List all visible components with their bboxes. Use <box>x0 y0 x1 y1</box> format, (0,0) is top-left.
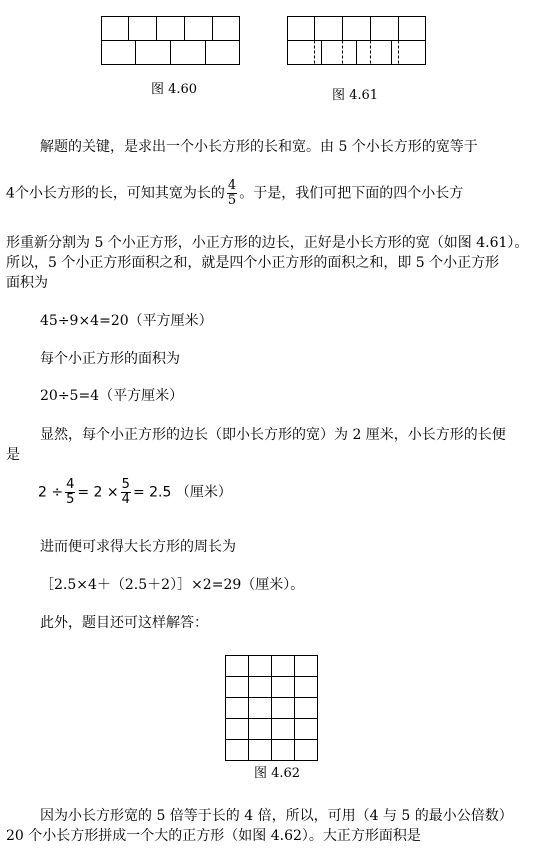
para1-line2-start: 4个小长方形的长，可知其宽为长的 <box>6 185 225 202</box>
fraction-four-fifths <box>65 478 75 507</box>
para1-line4: 所以，5 个小正方形面积之和，就是四个小正方形的面积之和，即 5 个小正方形 <box>6 255 500 271</box>
figure-4-60-caption: 图 4.60 <box>151 82 198 97</box>
para3-line1: 显然，每个小正方形的边长（即小长方形的宽）为 2 厘米，小长方形的长便 <box>40 427 506 443</box>
para6-line2: 20 个小长方形拼成一个大的正方形（如图 4.62）。大正方形面积是 <box>6 828 421 844</box>
fraction-numerator: 4 <box>227 178 237 193</box>
fraction-numerator: 4 <box>66 477 75 492</box>
fraction-denominator: 4 <box>121 492 130 507</box>
para5: 此外，题目还可这样解答： <box>40 615 208 631</box>
equation-area-total: 45÷9×4=20（平方厘米） <box>40 313 213 329</box>
equation-rect-length <box>38 478 232 507</box>
fraction-denominator: 5 <box>66 492 75 507</box>
fraction-numerator: 5 <box>121 477 130 492</box>
para1-line1: 解题的关键，是求出一个小长方形的长和宽。由 5 个小长方形的宽等于 <box>40 139 478 155</box>
para1-line2 <box>6 179 463 208</box>
para1-line3: 形重新分割为 5 个小正方形，小正方形的边长，正好是小长方形的宽（如图 4.61）。 <box>6 235 529 251</box>
fraction-denominator: 5 <box>227 193 237 208</box>
para4: 进而便可求得大长方形的周长为 <box>40 539 236 555</box>
para6-line1: 因为小长方形宽的 5 倍等于长的 4 倍，所以，可用（4 与 5 的最小公倍数） <box>40 808 513 824</box>
equation-square-area: 20÷5=4（平方厘米） <box>40 388 184 404</box>
eq3-part-c: = 2.5 （厘米） <box>132 484 232 501</box>
para2: 每个小正方形的面积为 <box>40 351 180 367</box>
eq3-part-a: 2 ÷ <box>38 484 64 501</box>
para1-line5: 面积为 <box>6 275 48 291</box>
fraction-five-fourths <box>121 478 131 507</box>
equation-perimeter: ［2.5×4＋（2.5＋2）］×2=29（厘米）。 <box>40 577 305 593</box>
figure-4-61 <box>287 16 427 66</box>
figure-4-62-caption: 图 4.62 <box>254 766 301 781</box>
para3-line2: 是 <box>6 447 20 463</box>
figure-4-62 <box>225 655 320 763</box>
figure-4-60 <box>101 16 241 66</box>
eq3-part-b: = 2 × <box>77 484 119 501</box>
fraction-four-fifths <box>227 179 237 208</box>
figure-4-61-caption: 图 4.61 <box>332 88 379 103</box>
para1-line2-end: 。于是，我们可把下面的四个小长方 <box>239 185 464 202</box>
